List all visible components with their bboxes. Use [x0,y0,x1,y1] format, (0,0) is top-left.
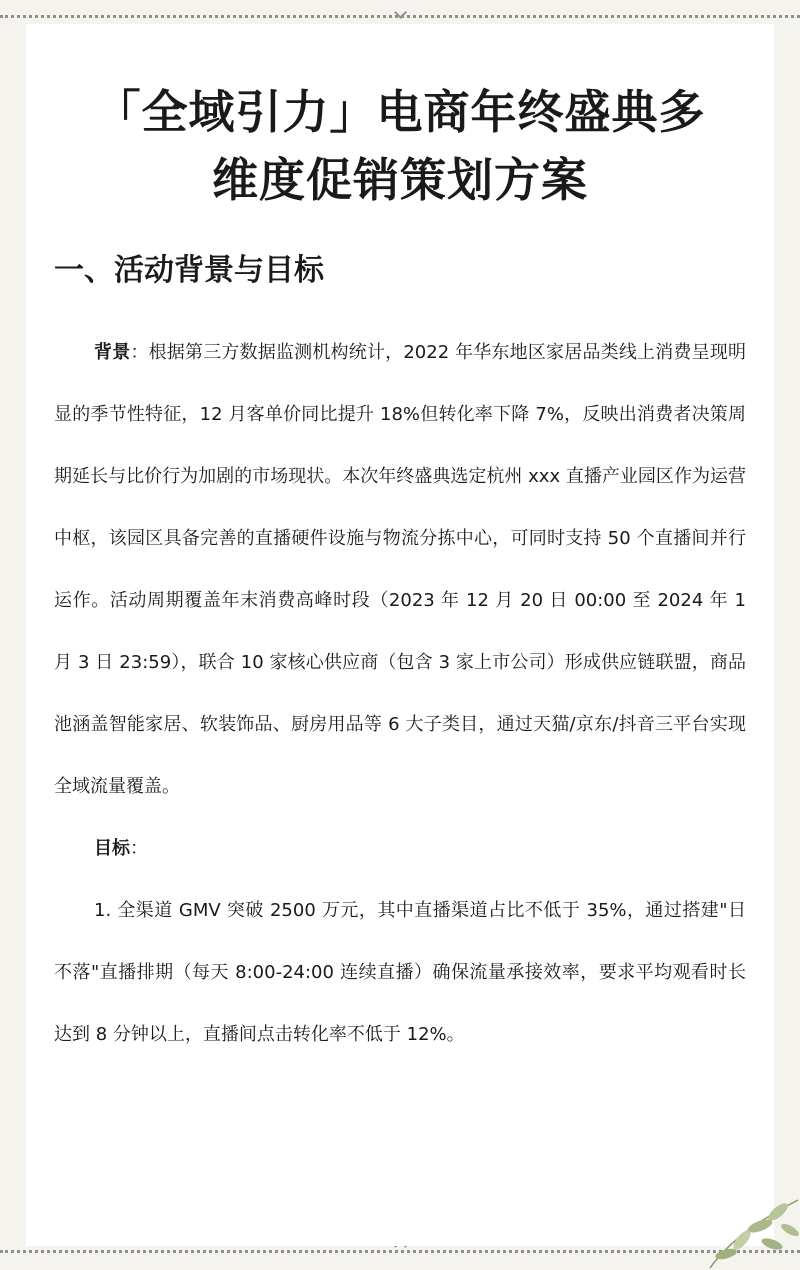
background-paragraph [54,322,746,818]
background-label: 背景 [94,342,131,363]
goal-label-suffix: ： [130,838,148,859]
title-line-1: 「全域引力」电商年终盛典多 [94,85,706,139]
leaf-decoration-icon [690,1160,800,1270]
background-text: ：根据第三方数据监测机构统计，2022 年华东地区家居品类线上消费呈现明显的季节性特征，12 月客单价同比提升 18%但转化率下降 7%，反映出消费者决策周期延长与比价行为加剧的市场现状。本次年终盛典选定杭州 xxx 直播产业园区作为运营中枢，该园区具备完善的直播硬件设施与物流分拣中心，可同时支持 50 个直播间并行运作。活动周期覆盖年末消费高峰时段（2023 年 12 月 20 日 00:00 至 2024 年 1 月 3 日 23:59），联合 10 家核心供应商（包含 3 家上市公司）形成供应链联盟，商品池涵盖智能家居、软装饰品、厨房用品等 6 大子类目，通过天猫/京东/抖音三平台实现全域流量覆盖。 [54,342,747,797]
title-line-2: 维度促销策划方案 [212,153,588,207]
document-title [54,78,746,214]
document-page [26,24,774,1246]
goal-item-1: 1. 全渠道 GMV 突破 2500 万元，其中直播渠道占比不低于 35%，通过搭建"日不落"直播排期（每天 8:00-24:00 连续直播）确保流量承接效率，要求平均观看时长达到 8 分钟以上，直播间点击转化率不低于 12%。 [54,900,746,1045]
section-heading: 一、活动背景与目标 [54,253,324,288]
goal-heading-paragraph [54,818,746,880]
goal-label: 目标 [94,838,130,859]
